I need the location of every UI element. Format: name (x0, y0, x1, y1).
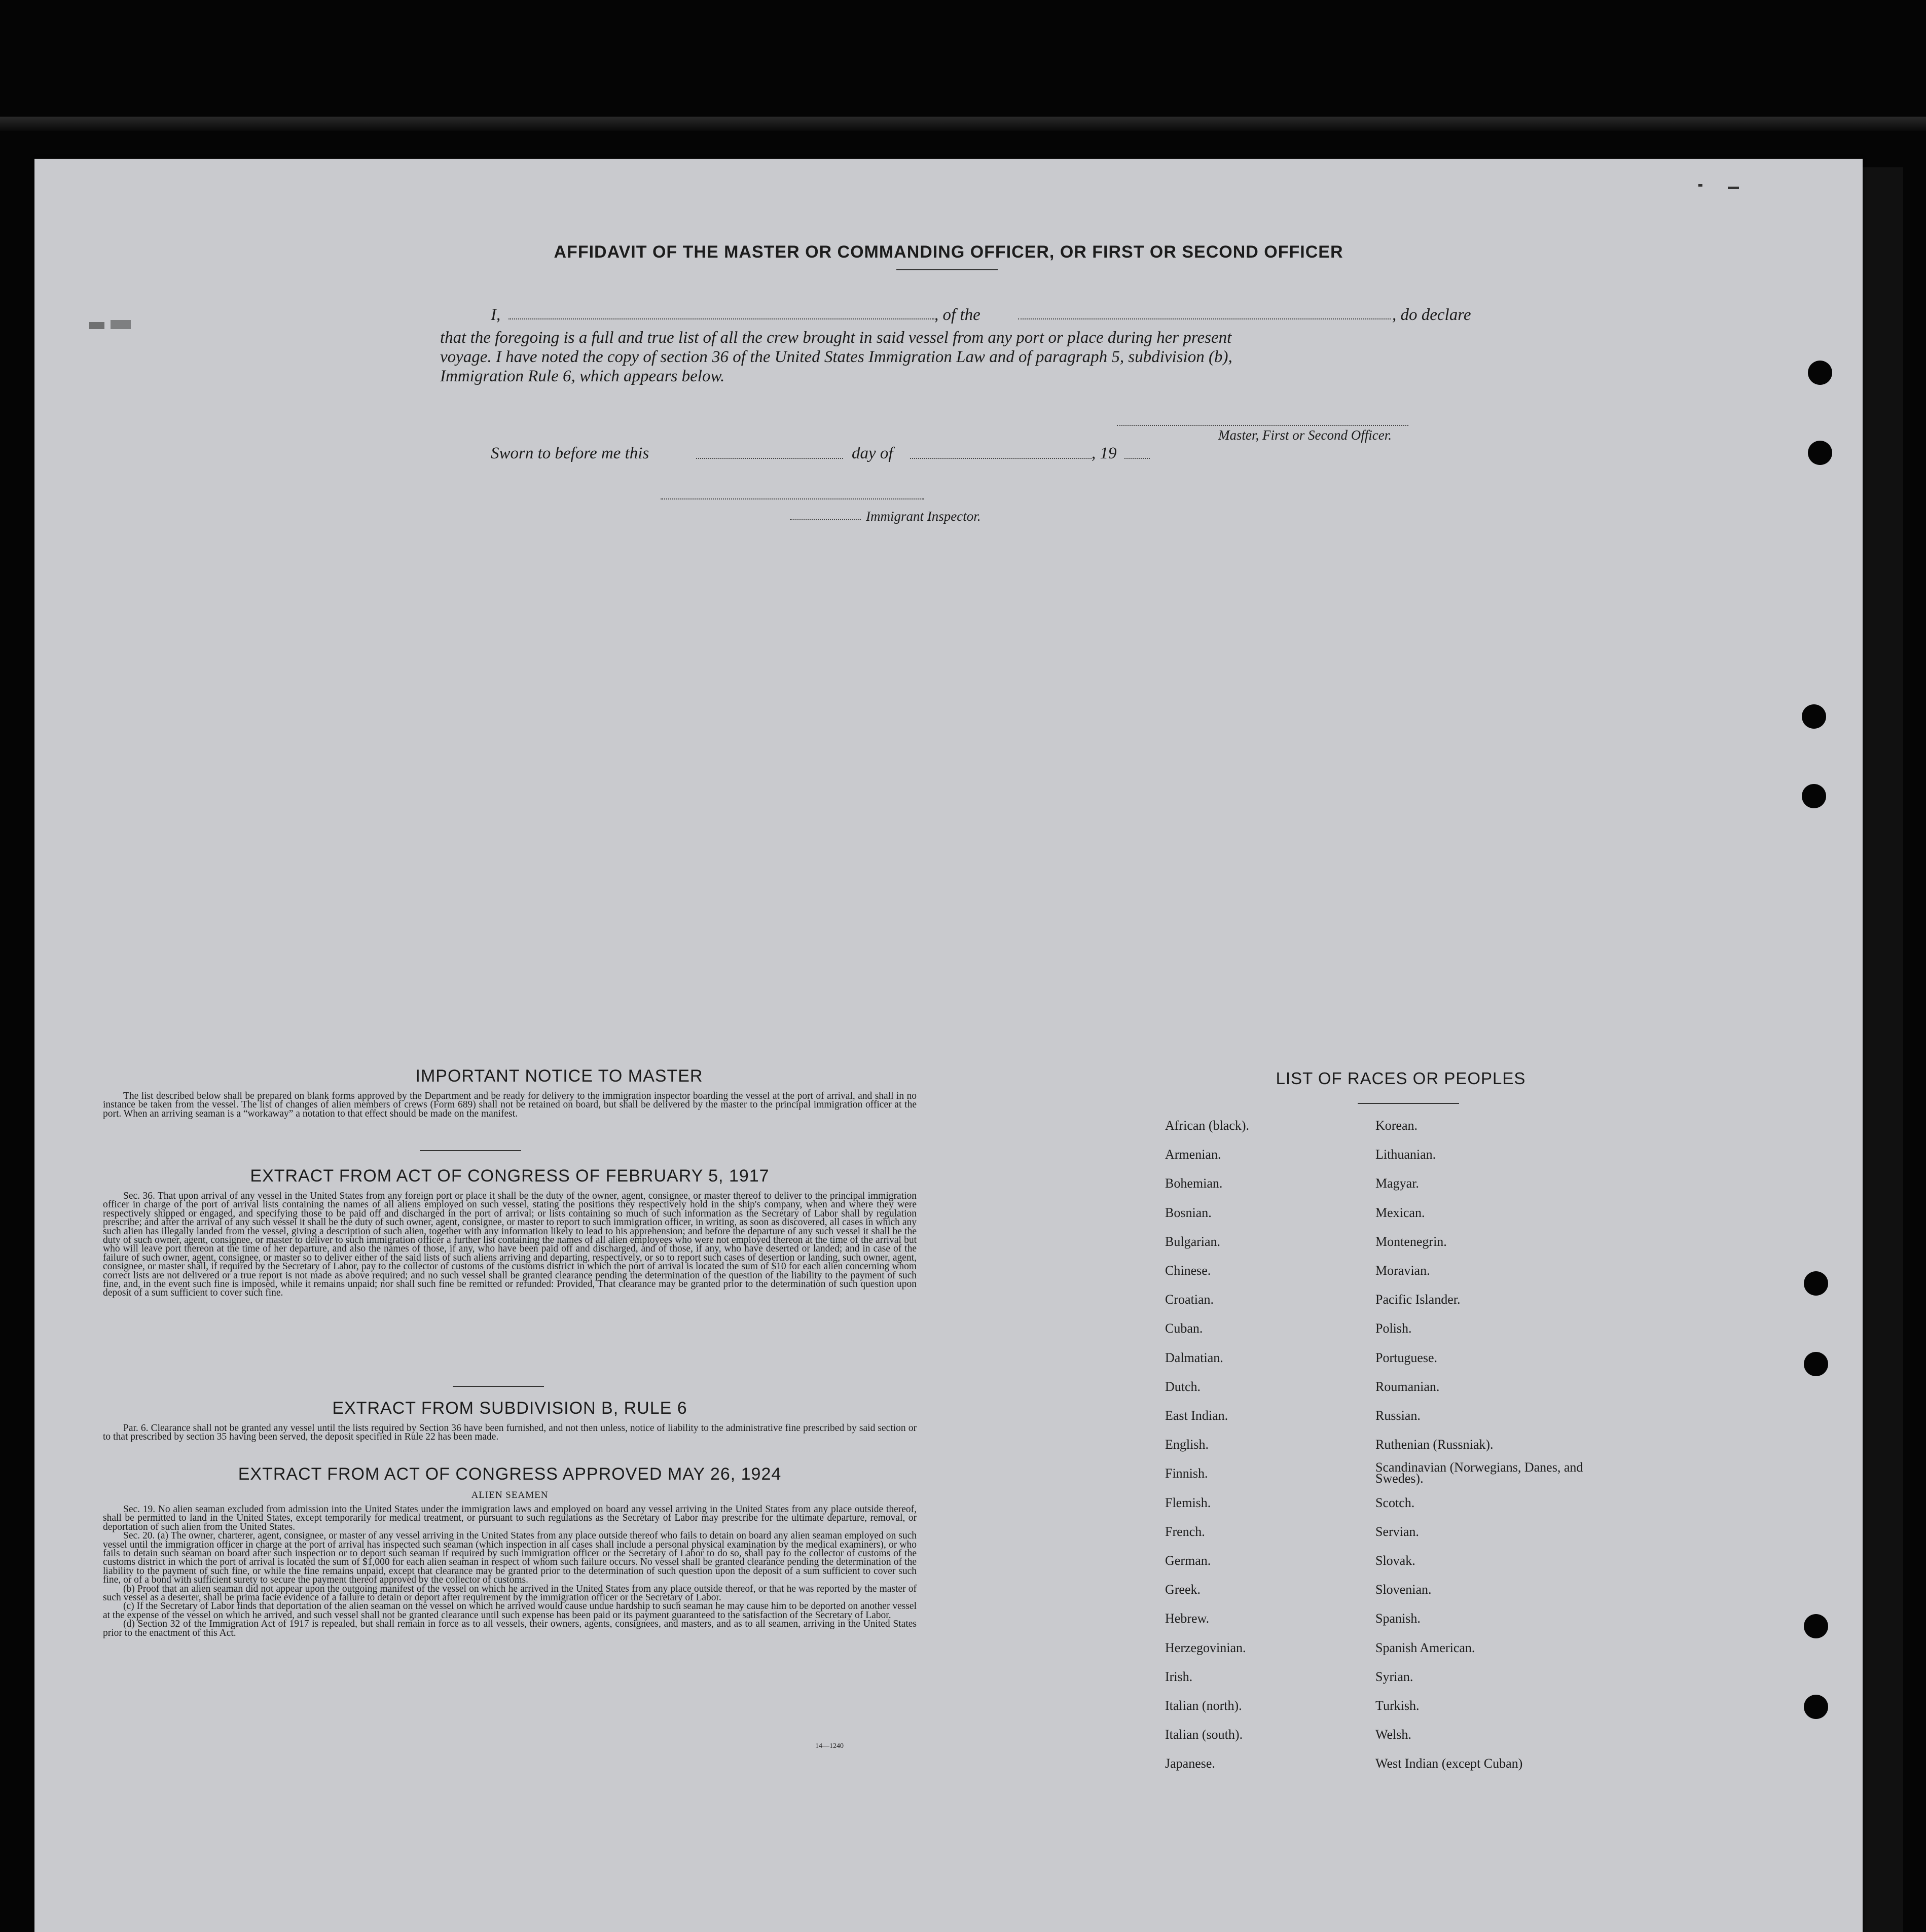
race-item: Moravian. (1375, 1263, 1430, 1278)
vessel-blank (1018, 318, 1391, 319)
section-rule (453, 1386, 544, 1387)
scan-speck (1698, 184, 1702, 187)
extract-1924-text (103, 1505, 917, 1637)
race-item: Korean. (1375, 1118, 1418, 1133)
race-item: Bosnian. (1165, 1205, 1212, 1220)
notice-title: IMPORTANT NOTICE TO MASTER (415, 1066, 703, 1086)
section-20c-paragraph: (c) If the Secretary of Labor finds that deportation of the alien seaman on the vessel on which he arrived would cause undue hardship to such seaman he may cause him to be deported on another vessel at the expense of the vessel on which he arrived, and such vessel shall not be granted clearance until such expense has been paid or its payment guaranteed to the satisfaction of the Secretary of Labor. (103, 1601, 917, 1621)
race-item: Armenian. (1165, 1147, 1221, 1162)
race-item: Mexican. (1375, 1205, 1425, 1220)
notice-paragraph: The list described below shall be prepared on blank forms approved by the Department and be ready for delivery to the immigration inspector boarding the vessel at the port of arrival, and shall in no instance be taken from the vessel. The list of changes of alien members of crews (Form 689) shall not be retained on board, but shall be delivered by the master to the principal immigration officer at the port. When an arriving seaman is a “workaway” a notation to that effect should be made on the manifest. (103, 1091, 917, 1119)
race-item: Herzegovinian. (1165, 1640, 1246, 1655)
race-item: East Indian. (1165, 1408, 1228, 1423)
affidavit-i: I, (491, 306, 501, 324)
races-title-rule (1358, 1103, 1459, 1104)
paragraph-6: Par. 6. Clearance shall not be granted any vessel until the lists required by Section 36 have been furnished, and not then unless, notice of liability to the administrative fine prescribed by said section or to that prescribed by section 35 having been served, the deposit specified in Rule 22 has been made. (103, 1423, 917, 1443)
race-item: West Indian (except Cuban) (1375, 1756, 1523, 1771)
section-20d-paragraph: (d) Section 32 of the Immigration Act of 1917 is repealed, but shall remain in force as to all vessels, their owners, agents, consignees, and masters, and as to all seamen, arriving in the United States prior to the enactment of this Act. (103, 1619, 917, 1638)
sworn-date-blank (696, 458, 843, 459)
race-item: Roumanian. (1375, 1379, 1440, 1394)
affidavit-title: AFFIDAVIT OF THE MASTER OR COMMANDING OFFICER, OR FIRST OR SECOND OFFICER (554, 242, 1343, 262)
section-20b-paragraph: (b) Proof that an alien seaman did not appear upon the outgoing manifest of the vessel on which he arrived in the United States from any place outside thereof, or that he was reported by the master of such vessel as a deserter, shall be prima facie evidence of a failure to detain or deport after requirement by the immigration officer or the Secretary of Labor. (103, 1583, 917, 1603)
race-item: Irish. (1165, 1669, 1193, 1684)
inspector-signature-line-2 (790, 519, 861, 520)
scan-speck (111, 320, 131, 329)
sworn-prefix: Sworn to before me this (491, 444, 649, 462)
master-signature-line (1117, 425, 1408, 426)
punch-hole (1804, 1614, 1828, 1638)
race-item: Dutch. (1165, 1379, 1201, 1394)
scanner-border (1863, 167, 1903, 1932)
race-item: Slovenian. (1375, 1582, 1432, 1597)
notice-text (103, 1092, 917, 1118)
extract-1917-text (103, 1192, 917, 1298)
punch-hole (1808, 441, 1832, 465)
affidavit-of-the: , of the (934, 306, 980, 324)
race-item: French. (1165, 1524, 1205, 1539)
form-number: 14—1240 (815, 1742, 844, 1750)
punch-hole (1804, 1271, 1828, 1296)
section-19-paragraph: Sec. 19. No alien seaman excluded from admission into the United States under the immigration laws and employed on board any vessel arriving in the United States from any place outside thereof, shall be permitted to land in the United States, except temporarily for medical treatment, or pursuant to such regulations as the Secretary of Labor may prescribe for the ultimate departure, removal, or deportation of such alien from the United States. (103, 1504, 917, 1532)
extract-1917-title: EXTRACT FROM ACT OF CONGRESS OF FEBRUARY 5, 1917 (250, 1166, 770, 1186)
punch-hole (1802, 784, 1826, 808)
race-item: African (black). (1165, 1118, 1250, 1133)
extract-1924-title: EXTRACT FROM ACT OF CONGRESS APPROVED MAY 26, 1924 (238, 1464, 782, 1484)
race-item: Bohemian. (1165, 1176, 1223, 1191)
document-page (34, 159, 1863, 1932)
name-blank (508, 318, 934, 319)
affidavit-line3: voyage. I have noted the copy of section 36 of the United States Immigration Law and of paragraph 5, subdivision (b), (440, 348, 1232, 366)
race-item: Scandinavian (Norwegians, Danes, and Swedes). (1375, 1460, 1583, 1486)
scan-edge (0, 117, 1926, 131)
race-item: Japanese. (1165, 1756, 1215, 1771)
race-item: Italian (north). (1165, 1698, 1242, 1713)
scan-speck (89, 322, 104, 329)
race-item: Russian. (1375, 1408, 1421, 1423)
race-item: Cuban. (1165, 1321, 1203, 1336)
race-item: Chinese. (1165, 1263, 1211, 1278)
race-item: Scotch. (1375, 1495, 1415, 1510)
rule6-title: EXTRACT FROM SUBDIVISION B, RULE 6 (332, 1399, 687, 1418)
race-item: Polish. (1375, 1321, 1412, 1336)
punch-hole (1804, 1695, 1828, 1719)
punch-hole (1804, 1352, 1828, 1376)
race-item: Servian. (1375, 1524, 1419, 1539)
affidavit-line2: that the foregoing is a full and true list of all the crew brought in said vessel from any port or place during her present (440, 329, 1232, 347)
race-item: Bulgarian. (1165, 1234, 1221, 1249)
race-item: Greek. (1165, 1582, 1201, 1597)
race-item: Portuguese. (1375, 1350, 1438, 1365)
section-20a-paragraph: Sec. 20. (a) The owner, charterer, agent, consignee, or master of any vessel arriving in the United States from any place outside thereof who fails to detain on board any alien seaman employed on such vessel until the immigration officer in charge at the port of arrival has inspected such seaman (which inspection in all cases shall include a personal physical examination by the medical examiners), or who fails to detain such seaman on board after such inspection or to deport such seaman if required by such immigration officer or the Secretary of Labor to do so, shall pay to the collector of customs of the customs district in which the port of arrival is located the sum of $1,000 for each alien seaman in respect of whom such failure occurs. No vessel shall be granted clearance pending the determination of the liability to the payment of such fine, or while the fine remains unpaid, except that clearance may be granted prior to the determination of such question upon the deposit of a sum sufficient to cover such fine, or of a bond with sufficient surety to secure the payment thereof approved by the collector of customs. (103, 1530, 917, 1586)
race-item: Turkish. (1375, 1698, 1420, 1713)
race-item: Lithuanian. (1375, 1147, 1436, 1162)
rule6-text (103, 1424, 917, 1442)
race-item: Italian (south). (1165, 1727, 1243, 1742)
title-rule (896, 269, 998, 270)
inspector-signature-label: Immigrant Inspector. (866, 509, 981, 524)
alien-seamen-subtitle: ALIEN SEAMEN (471, 1490, 549, 1500)
punch-hole (1808, 361, 1832, 385)
section-36-paragraph: Sec. 36. That upon arrival of any vessel in the United States from any foreign port or place it shall be the duty of the owner, agent, consignee, or master thereof to deliver to the principal immigration officer in charge of the port of arrival lists containing the names of all aliens employed on such vessel, stating the positions they respectively hold in the ship's company, when and where they were respectively shipped or engaged, and specifying those to be paid off and discharged in the port of arrival; or lists containing so much of such information as the Secretary of Labor shall by regulation prescribe; and after the arrival of any such vessel it shall be the duty of such owner, agent, consignee, or master to report to such immigration officer, in writing, as soon as discovered, all cases in which any such alien has illegally landed from the vessel, giving a description of such alien, together with any information likely to lead to his apprehension; and before the departure of any such vessel it shall be the duty of such owner, agent, consignee, or master to deliver to such immigration officer a further list containing the names of all alien employees who were not employed thereon at the time of the arrival but who will leave port thereon at the time of her departure, and also the names of those, if any, who have been paid off and discharged, and of those, if any, who have deserted or landed; and in case of the failure of such owner, agent, consignee, or master so to deliver either of the said lists of such aliens arriving and departing, respectively, or so to report such cases of desertion or landing, such owner, agent, consignee, or master shall, if required by the Secretary of Labor, pay to the collector of customs of the customs district in which the port of arrival is located the sum of $10 for each alien concerning whom correct lists are not delivered or a true report is not made as above required; and no such vessel shall be granted clearance pending the determination of the question of the liability to the payment of such fine, and, in the event such fine is imposed, while it remains unpaid; nor shall such fine be remitted or refunded: Provided, That clearance may be granted prior to the determination of such question upon deposit of a sum sufficient to cover such fine. (103, 1191, 917, 1299)
race-item: German. (1165, 1553, 1211, 1568)
scan-speck (1728, 187, 1739, 189)
race-item: Finnish. (1165, 1466, 1208, 1481)
race-item: Flemish. (1165, 1495, 1211, 1510)
sworn-day-of: day of (852, 444, 893, 462)
sworn-year-blank (1124, 458, 1150, 459)
section-rule (420, 1150, 521, 1151)
race-item: Ruthenian (Russniak). (1375, 1437, 1494, 1452)
race-item: Pacific Islander. (1375, 1292, 1461, 1307)
sworn-month-blank (910, 458, 1092, 459)
master-signature-label: Master, First or Second Officer. (1218, 427, 1392, 443)
race-item: Hebrew. (1165, 1611, 1210, 1626)
races-title: LIST OF RACES OR PEOPLES (1276, 1069, 1526, 1088)
race-item: Spanish. (1375, 1611, 1421, 1626)
race-item: Magyar. (1375, 1176, 1419, 1191)
race-item: English. (1165, 1437, 1209, 1452)
race-item: Welsh. (1375, 1727, 1411, 1742)
race-item: Spanish American. (1375, 1640, 1475, 1655)
affidavit-line4: Immigration Rule 6, which appears below. (440, 367, 725, 385)
sworn-year: , 19 (1092, 444, 1117, 462)
affidavit-declare: , do declare (1392, 306, 1471, 324)
race-item: Syrian. (1375, 1669, 1413, 1684)
inspector-signature-line (661, 498, 924, 499)
race-item: Dalmatian. (1165, 1350, 1223, 1365)
race-item: Slovak. (1375, 1553, 1415, 1568)
punch-hole (1802, 704, 1826, 729)
race-item: Croatian. (1165, 1292, 1214, 1307)
race-item: Montenegrin. (1375, 1234, 1447, 1249)
